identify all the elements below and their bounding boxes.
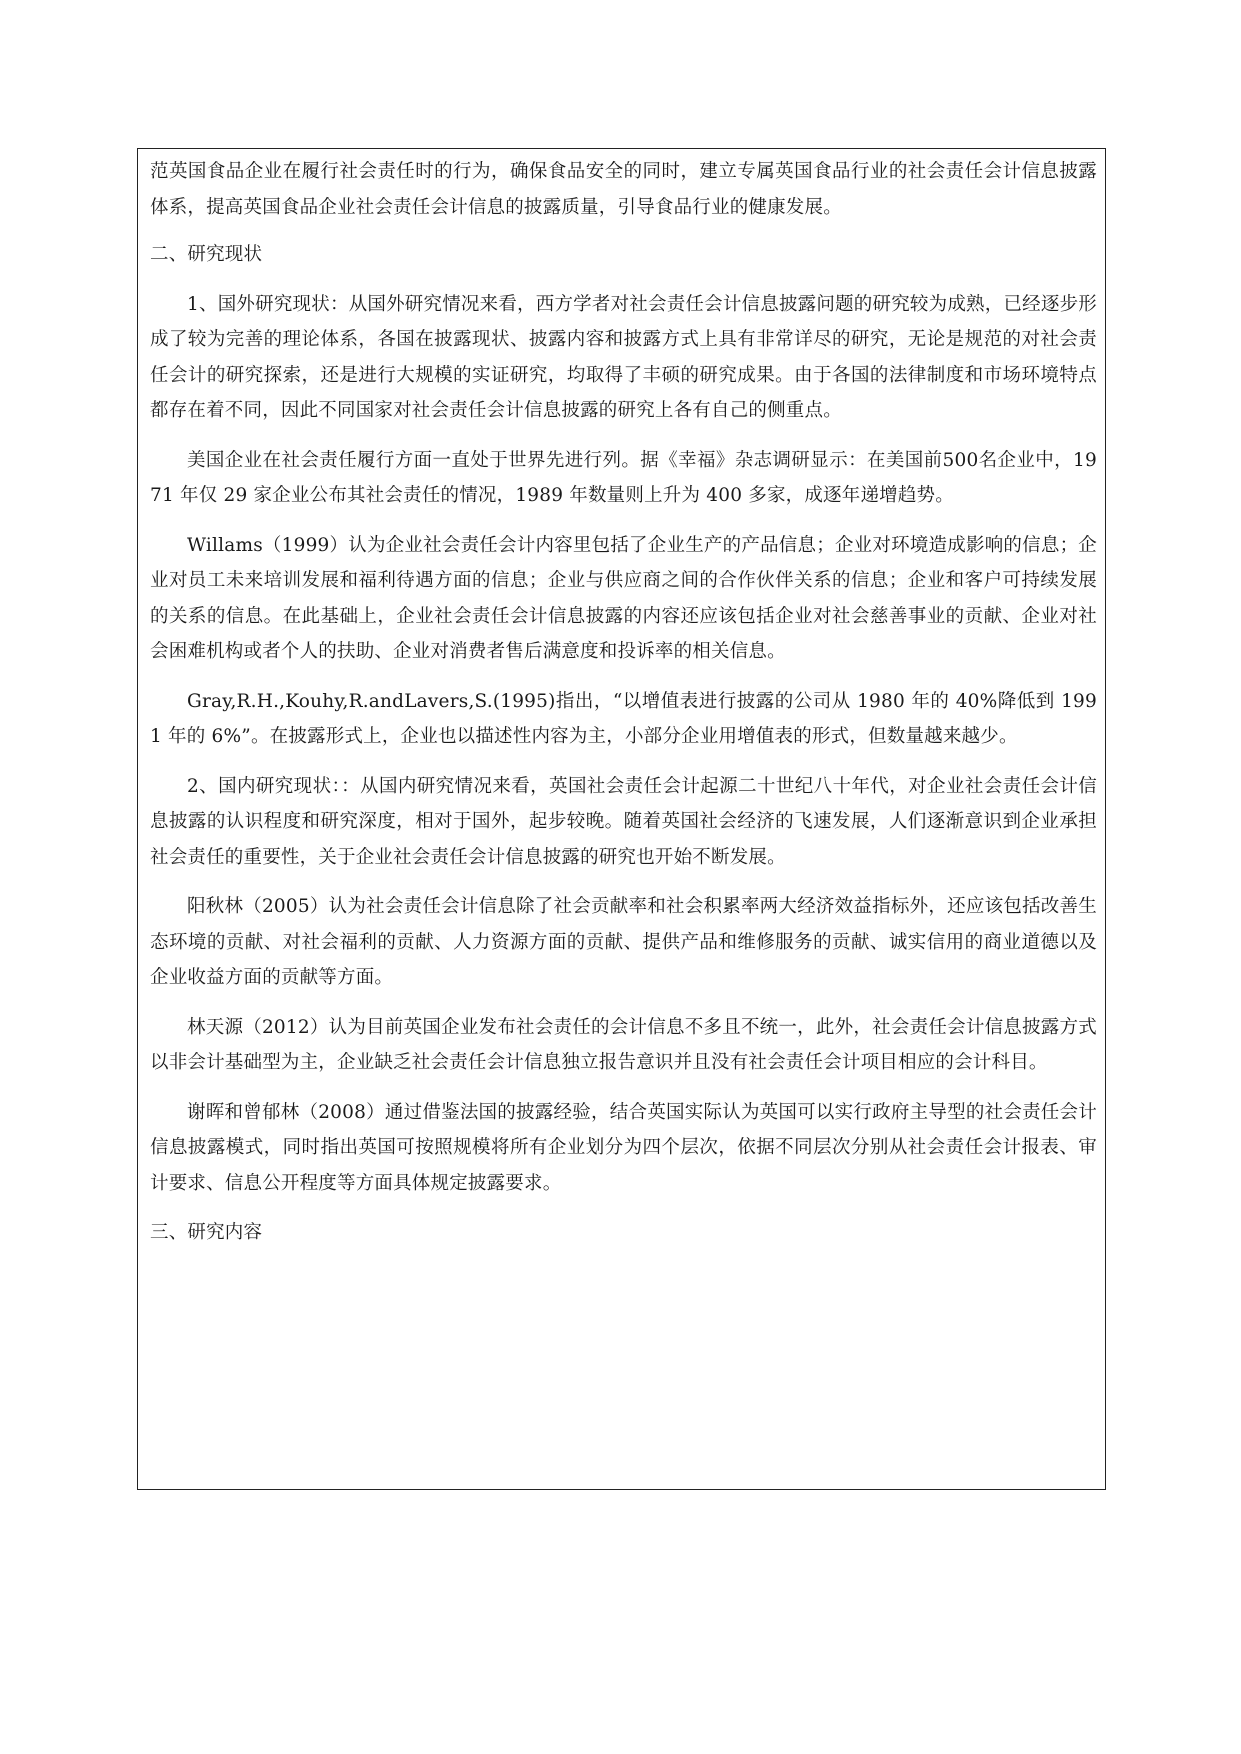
paragraph-gray-1995: Gray,R.H.,Kouhy,R.andLavers,S.(1995)指出，“以增值表进行披露的公司从 1980 年的 40%降低到 1991 年的 6%”。在披露形式上，企业也以描述性内容为主，小部分企业用增值表的形式，但数量越来越少。 (150, 690, 1097, 747)
paragraph-domestic-research-status: 2、国内研究现状：：从国内研究情况来看，英国社会责任会计起源二十世纪八十年代，对企业社会责任会计信息披露的认识程度和研究深度，相对于国外，起步较晚。随着英国社会经济的飞速发展，人们逐渐意识到企业承担社会责任的重要性，关于企业社会责任会计信息披露的研究也开始不断发展。 (150, 775, 1097, 868)
paragraph-yang-qiulin-2005: 阳秋林（2005）认为社会责任会计信息除了社会贡献率和社会积累率两大经济效益指标外，还应该包括改善生态环境的贡献、对社会福利的贡献、人力资源方面的贡献、提供产品和维修服务的贡献、诚实信用的商业道德以及企业收益方面的贡献等方面。 (150, 896, 1097, 988)
paragraph-willams-1999: Willams（1999）认为企业社会责任会计内容里包括了企业生产的产品信息；企业对环境造成影响的信息；企业对员工未来培训发展和福利待遇方面的信息；企业与供应商之间的合作伙伴关系的信息；企业和客户可持续发展的关系的信息。在此基础上，企业社会责任会计信息披露的内容还应该包括企业对社会慈善事业的贡献、企业对社会困难机构或者个人的扶助、企业对消费者售后满意度和投诉率的相关信息。 (150, 534, 1097, 662)
paragraph-us-enterprises: 美国企业在社会责任履行方面一直处于世界先进行列。据《幸福》杂志调研显示：在美国前500名企业中，1971 年仅 29 家企业公布其社会责任的情况，1989 年数量则上升为 400 多家，成逐年递增趋势。 (150, 449, 1097, 506)
paragraph-foreign-research-status: 1、国外研究现状：从国外研究情况来看，西方学者对社会责任会计信息披露问题的研究较为成熟，已经逐步形成了较为完善的理论体系，各国在披露现状、披露内容和披露方式上具有非常详尽的研究，无论是规范的对社会责任会计的研究探索，还是进行大规模的实证研究，均取得了丰硕的研究成果。由于各国的法律制度和市场环境特点都存在着不同，因此不同国家对社会责任会计信息披露的研究上各有自己的侧重点。 (150, 293, 1097, 421)
bordered-text-box (137, 148, 1106, 1490)
paragraph-lin-tianyuan-2012: 林天源（2012）认为目前英国企业发布社会责任的会计信息不多且不统一，此外，社会责任会计信息披露方式以非会计基础型为主，企业缺乏社会责任会计信息独立报告意识并且没有社会责任会计项目相应的会计科目。 (150, 1016, 1097, 1073)
section-heading-research-content: 三、研究内容 (150, 1222, 263, 1243)
section-heading-research-status: 二、研究现状 (150, 244, 263, 265)
paragraph-intro-continuation: 范英国食品企业在履行社会责任时的行为，确保食品安全的同时，建立专属英国食品行业的社会责任会计信息披露体系，提高英国食品企业社会责任会计信息的披露质量，引导食品行业的健康发展。 (150, 161, 1097, 218)
paragraph-xie-hui-2008: 谢晖和曾郁林（2008）通过借鉴法国的披露经验，结合英国实际认为英国可以实行政府主导型的社会责任会计信息披露模式，同时指出英国可按照规模将所有企业划分为四个层次，依据不同层次分别从社会责任会计报表、审计要求、信息公开程度等方面具体规定披露要求。 (150, 1101, 1097, 1194)
